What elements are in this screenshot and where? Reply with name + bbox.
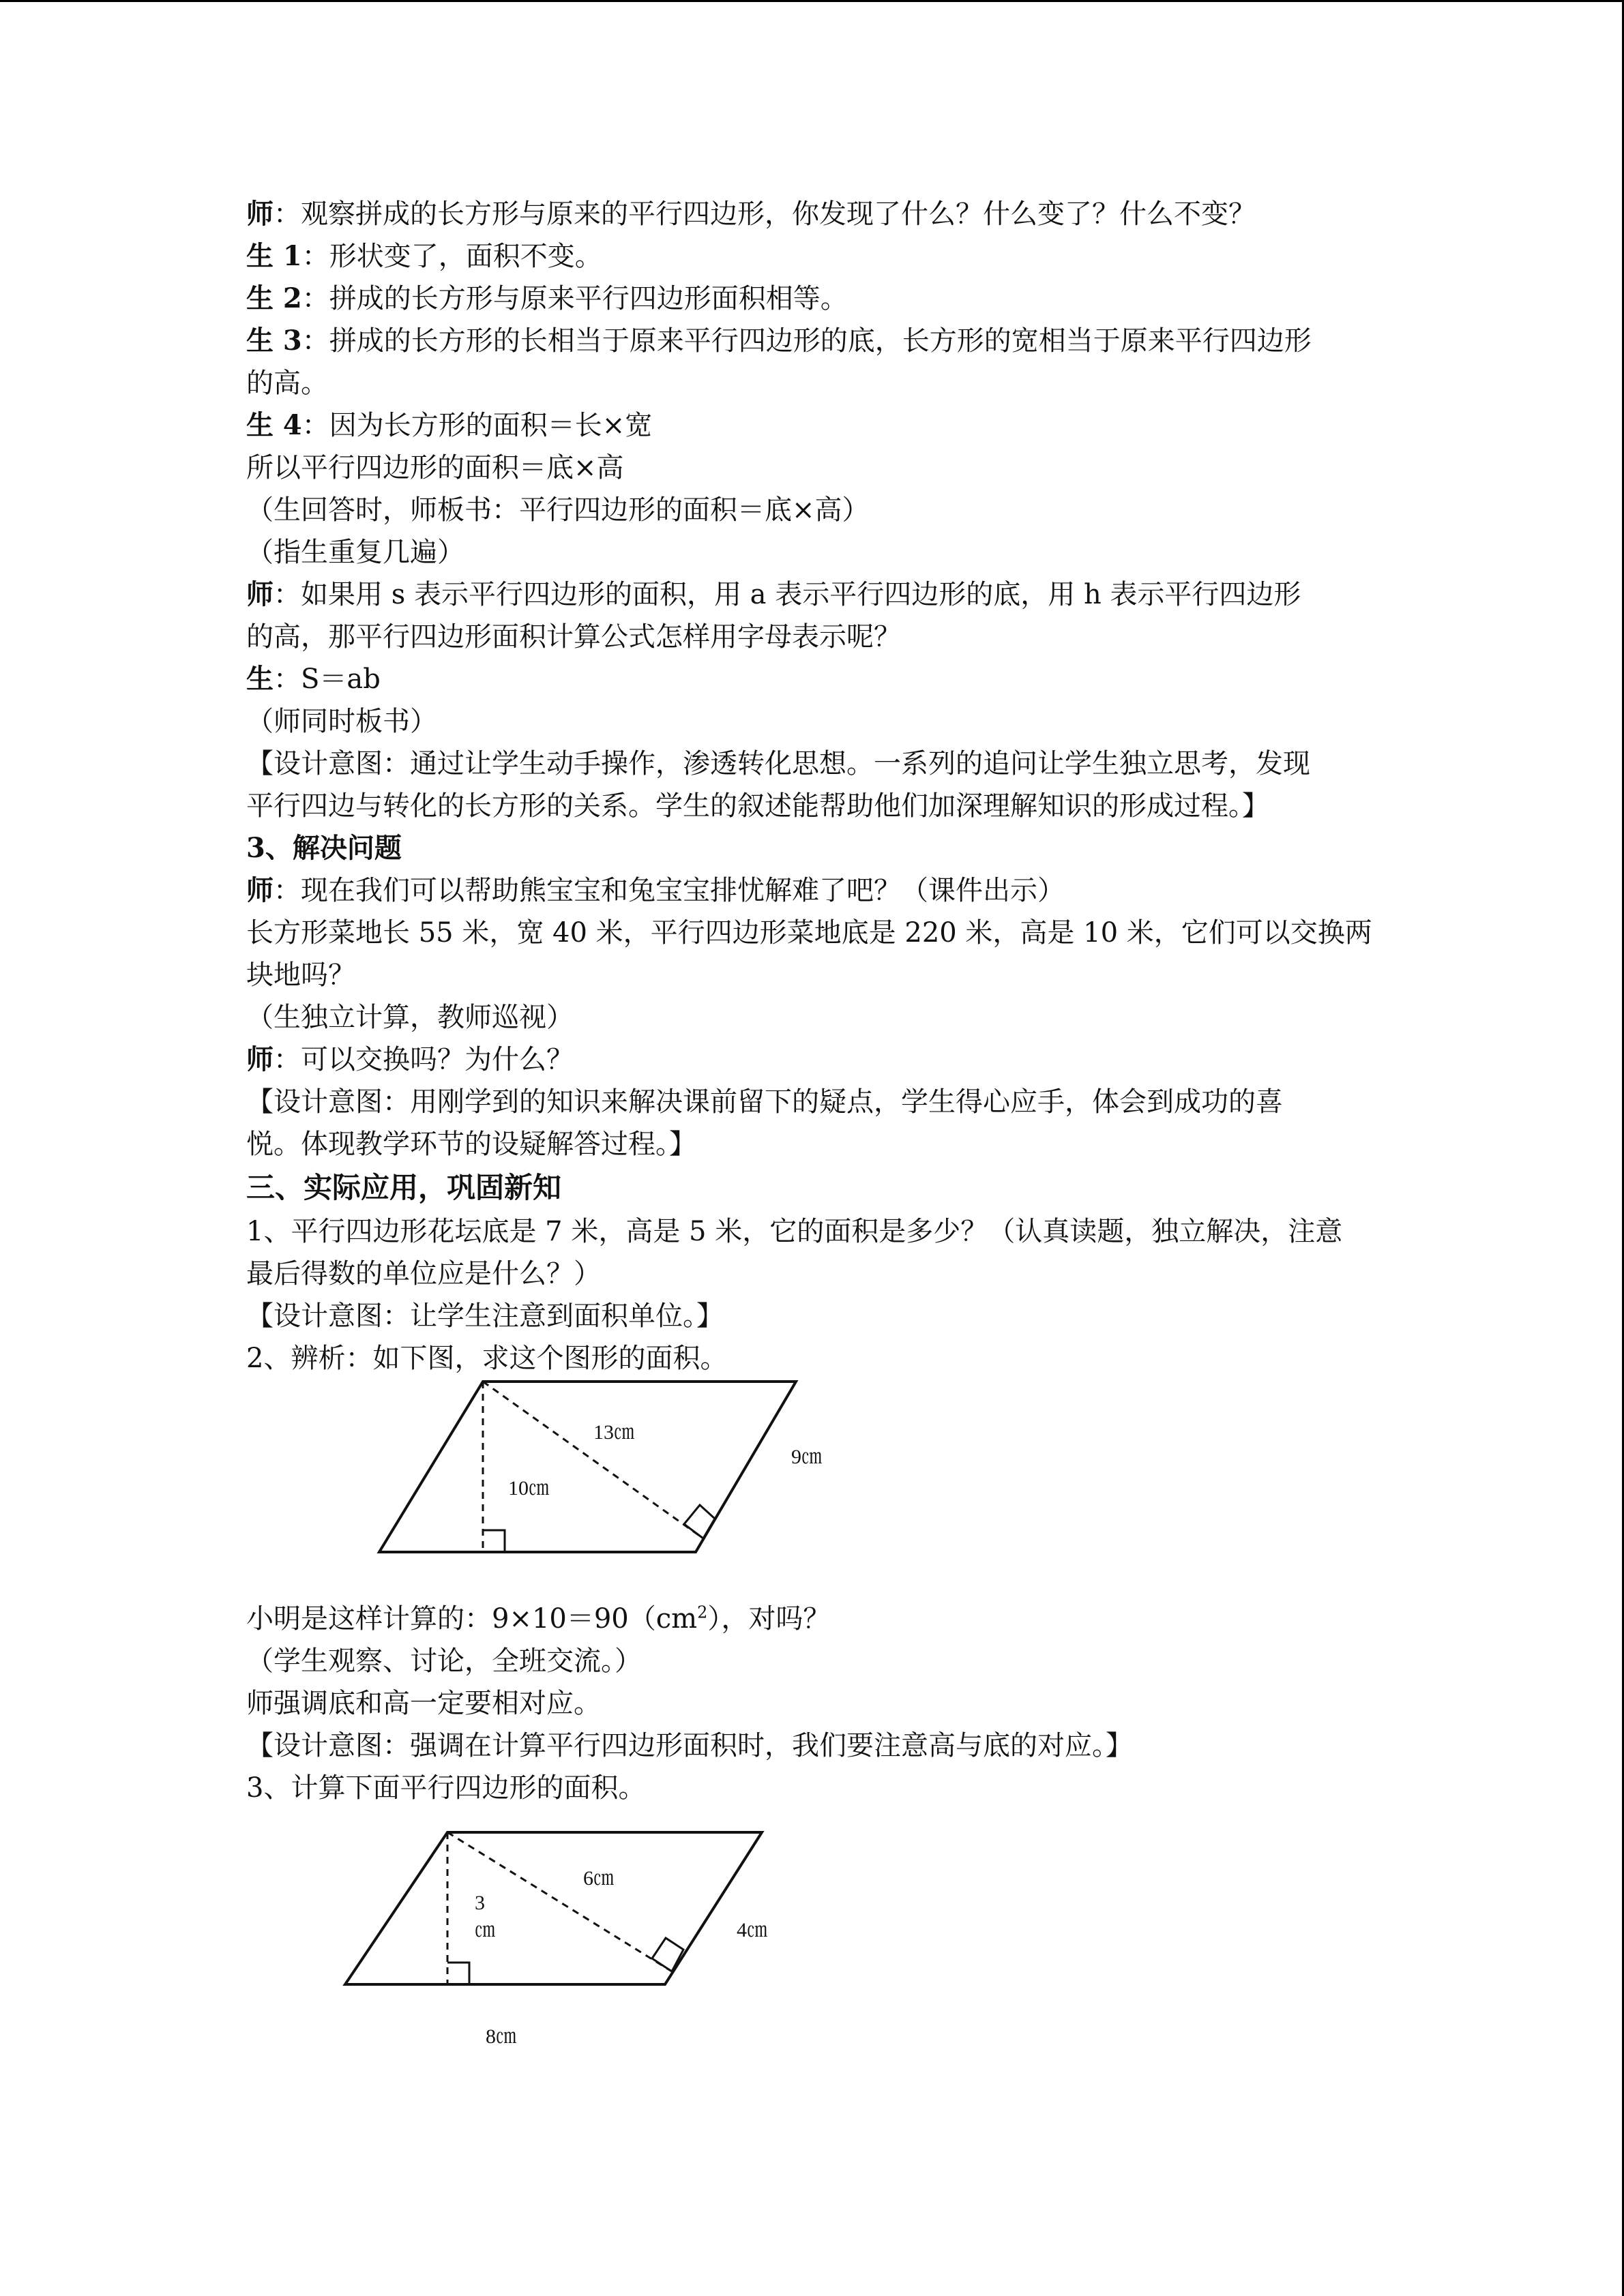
line-text: 观察拼成的长方形与原来的平行四边形，你发现了什么？什么变了？什么不变？ — [301, 198, 1256, 230]
speaker-label: 师 — [246, 1043, 274, 1075]
text-line: 3、计算下面平行四边形的面积。 — [246, 1772, 646, 1804]
speaker-colon: ： — [274, 579, 301, 610]
line-text: 现在我们可以帮助熊宝宝和兔宝宝排忧解难了吧？（课件出示） — [301, 875, 1065, 906]
speaker-colon: ： — [274, 1044, 301, 1075]
text-line: 长方形菜地长 55 米，宽 40 米，平行四边形菜地底是 220 米，高是 10 米，它们可以交换两 — [246, 917, 1372, 949]
speaker-label: 生 — [246, 663, 274, 695]
diagonal-length-label: 6㎝ — [583, 1867, 614, 1890]
side-length-label: 9㎝ — [791, 1446, 822, 1468]
text-line: （师同时板书） — [246, 706, 437, 737]
superscript: 2 — [697, 1602, 708, 1622]
side-length-label: 4㎝ — [737, 1919, 767, 1941]
speaker-label: 师 — [246, 874, 274, 906]
speaker-colon: ： — [274, 664, 301, 695]
text-line: （生独立计算，教师巡视） — [246, 1002, 574, 1033]
line-text: ），对吗？ — [707, 1603, 831, 1635]
section-heading: 三、实际应用，巩固新知 — [246, 1171, 562, 1204]
speaker-colon: ： — [274, 875, 301, 906]
speaker-label: 师 — [246, 198, 274, 230]
text-line: 2、辨析：如下图，求这个图形的面积。 — [246, 1343, 728, 1374]
line-text: 如果用 s 表示平行四边形的面积，用 a 表示平行四边形的底，用 h 表示平行四边形 — [301, 579, 1301, 610]
height-unit-label: ㎝ — [475, 1919, 495, 1941]
text-line: 的高，那平行四边形面积计算公式怎样用字母表示呢？ — [246, 621, 901, 653]
text-line: （生回答时，师板书：平行四边形的面积＝底×高） — [246, 494, 870, 526]
speaker-label: 生 3 — [246, 325, 302, 357]
text-line: 师强调底和高一定要相对应。 — [246, 1688, 601, 1719]
speaker-colon: ： — [274, 198, 301, 230]
right-angle-mark — [652, 1938, 683, 1971]
text-line: 所以平行四边形的面积＝底×高 — [246, 452, 624, 483]
speaker-colon: ： — [301, 241, 329, 272]
line-text: S＝ab — [301, 664, 381, 695]
parallelogram-outline — [345, 1832, 762, 1984]
design-intent-note: 【设计意图：通过让学生动手操作，渗透转化思想。一系列的追问让学生独立思考，发现 — [246, 748, 1310, 779]
design-intent-note: 悦。体现教学环节的设疑解答过程。】 — [246, 1129, 696, 1160]
design-intent-note: 【设计意图：用刚学到的知识来解决课前留下的疑点，学生得心应手，体会到成功的喜 — [246, 1086, 1283, 1118]
line-text: 拼成的长方形与原来平行四边形面积相等。 — [329, 283, 848, 314]
line-text: 拼成的长方形的长相当于原来平行四边形的底，长方形的宽相当于原来平行四边形 — [329, 325, 1312, 357]
text-line: 1、平行四边形花坛底是 7 米，高是 5 米，它的面积是多少？（认真读题，独立解决，注意 — [246, 1216, 1343, 1247]
text-line: （学生观察、讨论，全班交流。） — [246, 1645, 642, 1677]
text-line: 的高。 — [246, 368, 328, 399]
text-line: （指生重复几遍） — [246, 537, 464, 568]
right-angle-mark — [447, 1963, 469, 1984]
text-line: 块地吗？ — [246, 959, 355, 991]
speaker-label: 生 2 — [246, 282, 302, 314]
height-length-label: 10㎝ — [508, 1477, 549, 1500]
design-intent-note: 【设计意图：让学生注意到面积单位。】 — [246, 1300, 724, 1332]
design-intent-note: 平行四边与转化的长方形的关系。学生的叙述能帮助他们加深理解知识的形成过程。】 — [246, 790, 1269, 822]
speaker-label: 生 4 — [246, 409, 302, 441]
line-text: 因为长方形的面积＝长×宽 — [329, 410, 653, 441]
text-line: 最后得数的单位应是什么？） — [246, 1258, 601, 1289]
speaker-label: 生 1 — [246, 240, 302, 272]
design-intent-note: 【设计意图：强调在计算平行四边形面积时，我们要注意高与底的对应。】 — [246, 1730, 1133, 1761]
speaker-colon: ： — [301, 283, 329, 314]
line-text: 形状变了，面积不变。 — [329, 241, 602, 272]
diagonal-length-label: 13㎝ — [593, 1421, 634, 1444]
speaker-colon: ： — [301, 410, 329, 441]
speaker-colon: ： — [301, 325, 329, 357]
speaker-label: 师 — [246, 578, 274, 610]
base-length-label: 8㎝ — [486, 2025, 516, 2048]
section-heading: 3、解决问题 — [246, 832, 402, 864]
line-text: 小明是这样计算的：9×10＝90（cm — [246, 1603, 698, 1635]
line-text: 可以交换吗？为什么？ — [301, 1044, 574, 1075]
height-length-label: 3 — [475, 1892, 485, 1914]
